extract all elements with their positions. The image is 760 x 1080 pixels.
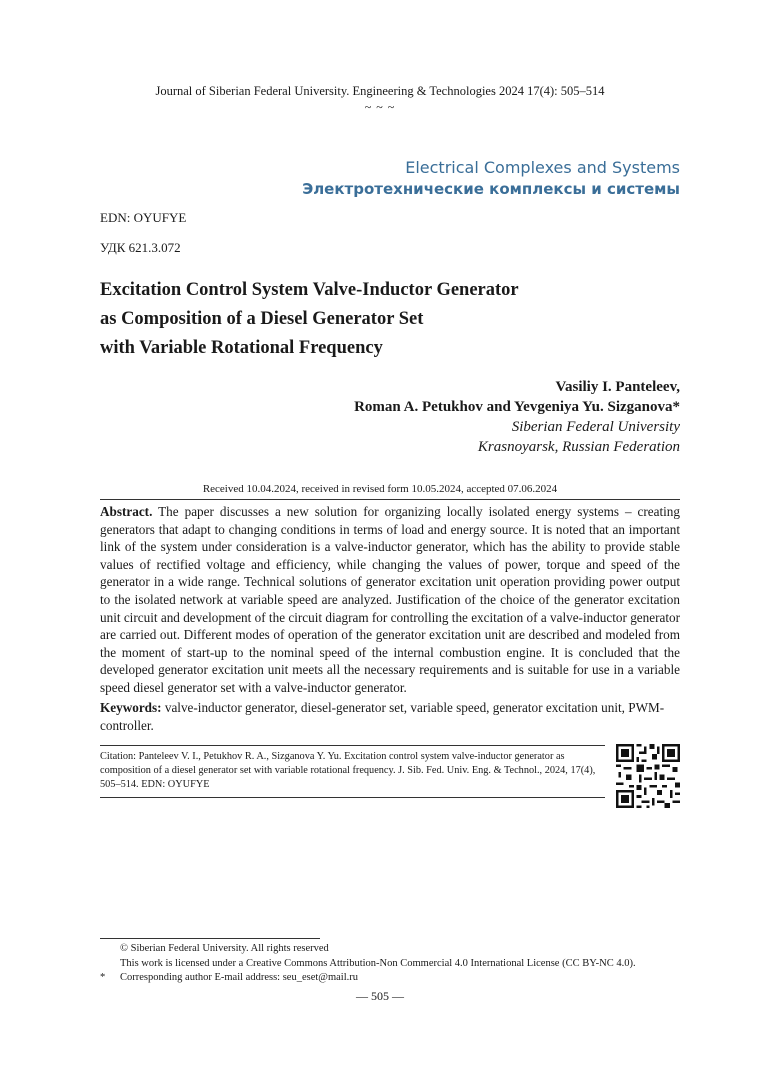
received-dates: Received 10.04.2024, received in revised form 10.05.2024, accepted 07.06.2024 [202, 483, 558, 495]
author-line-1: Vasiliy I. Panteleev, [555, 379, 680, 395]
paper-title [100, 276, 660, 363]
qr-code[interactable] [616, 744, 680, 808]
header-ornament: ~ ~ ~ [364, 100, 396, 114]
location: Krasnoyarsk, Russian Federation [477, 439, 680, 455]
abstract-text: The paper discusses a new solution for organizing locally isolated energy systems – creating generators that adapt to changing conditions in terms of load and energy source. It is noted that an important link of the system under consideration is a valve-inductor generator, which has the ability to provide stable values of rectified voltage and efficiency, while changing the values of power, torque and speed of the generator in a wide range. Technical solutions of generator excitation unit operation providing power output to the isolated network at variable speed are analyzed. Justification of the choice of the generator excitation unit circuit and development of the circuit diagram for controlling the excitation of a valve-inductor generator are carried out. Different modes of operation of the generator excitation unit are described and modeled from the moment of start-up to the nominal speed of the internal combustion engine. It is concluded that the developed generator excitation unit meets all the necessary requirements and is suitable for use in a variable speed diesel generator set with a valve-inductor generator. [100, 504, 680, 695]
title-line-3: with Variable Rotational Frequency [100, 338, 383, 358]
page-number: — 505 — [356, 989, 404, 1003]
edn-code: EDN: OYUFYE [100, 210, 187, 225]
citation-divider-bottom [100, 797, 605, 798]
section-title-ru: Электротехнические комплексы и системы [302, 180, 680, 198]
udk-code: УДК 621.3.072 [100, 240, 181, 255]
section-title-en: Electrical Complexes and Systems [405, 158, 680, 177]
abstract-divider [100, 499, 680, 500]
title-line-2: as Composition of a Diesel Generator Set [100, 309, 424, 329]
citation-divider-top [100, 745, 605, 746]
footnotes [100, 942, 700, 986]
corresponding-author-note: Corresponding author E-mail address: seu_eset@mail.ru [120, 972, 358, 983]
author-block [354, 377, 680, 457]
keywords-text: valve-inductor generator, diesel-generator set, variable speed, generator excitation unit, PWM-controller. [100, 700, 665, 733]
keywords-label: Keywords: [100, 700, 162, 715]
journal-header: Journal of Siberian Federal University. Engineering & Technologies 2024 17(4): 505–514 [155, 84, 605, 98]
license-note[interactable]: This work is licensed under a Creative Commons Attribution-Non Commercial 4.0 International License (CC BY-NC 4.0). [120, 957, 636, 969]
author-line-2: Roman A. Petukhov and Yevgeniya Yu. Sizganova* [354, 399, 680, 415]
abstract-label: Abstract. [100, 504, 153, 519]
corresponding-mark: * [100, 972, 106, 983]
affiliation: Siberian Federal University [511, 419, 680, 435]
footnote-divider [100, 938, 320, 939]
copyright-note: © Siberian Federal University. All rights reserved [120, 943, 329, 954]
abstract [100, 503, 680, 697]
citation: Citation: Panteleev V. I., Petukhov R. A., Sizganova Y. Yu. Excitation control system valve-inductor generator as composition of a diesel generator set with variable rotational frequency. J. Sib. Fed. Univ. Eng. & Technol., 2024, 17(4), 505–514. EDN: OYUFYE [100, 751, 596, 790]
keywords [100, 699, 680, 734]
title-line-1: Excitation Control System Valve-Inductor Generator [100, 280, 519, 300]
